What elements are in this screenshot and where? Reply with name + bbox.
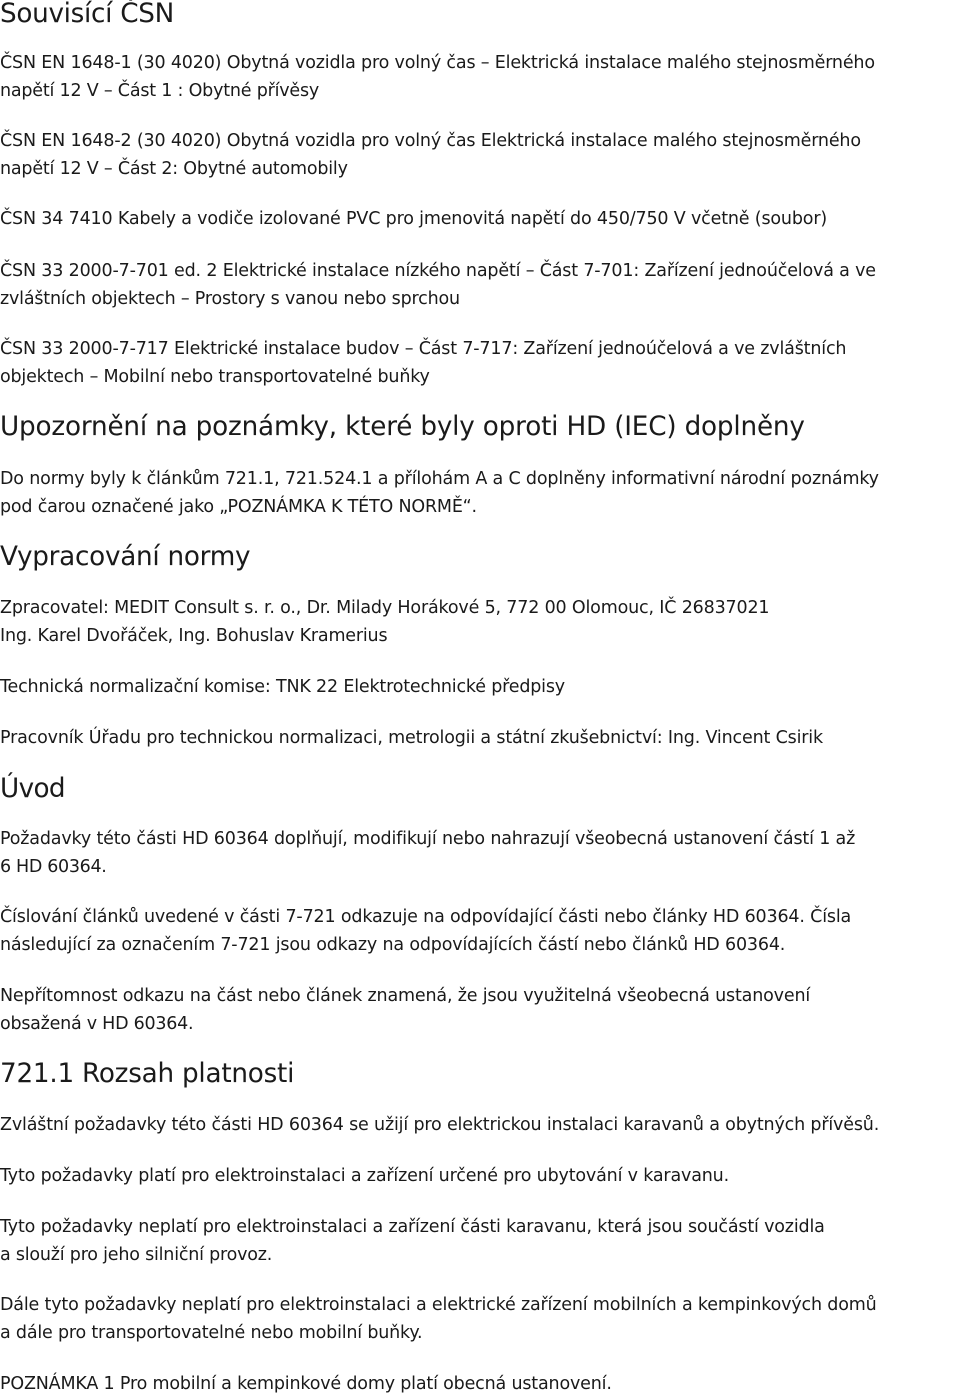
scope-heading: 721.1 Rozsah platnosti <box>0 1059 295 1089</box>
related-standard-item: ČSN 33 2000-7-717 Elektrické instalace budov – Část 7-717: Zařízení jednoúčelová a ve zvláštních objektech – Mobilní nebo transportovatelné buňky <box>0 339 847 387</box>
related-standard-item: ČSN 33 2000-7-701 ed. 2 Elektrické instalace nízkého napětí – Část 7-701: Zařízení jednoúčelová a ve zvláštních objektech – Prostory s vanou nebo sprchou <box>0 261 876 309</box>
related-standard-item: ČSN EN 1648-2 (30 4020) Obytná vozidla pro volný čas Elektrická instalace malého stejnosměrného napětí 12 V – Část 2: Obytné automobily <box>0 131 861 179</box>
introduction-paragraph: Číslování článků uvedené v části 7-721 odkazuje na odpovídající části nebo články HD 60364. Čísla následující za označením 7-721 jsou odkazy na odpovídajících částí nebo článků HD 60364. <box>0 907 852 955</box>
introduction-paragraph: Nepřítomnost odkazu na část nebo článek znamená, že jsou využitelná všeobecná ustanovení obsažená v HD 60364. <box>0 986 811 1034</box>
preparation-office: Pracovník Úřadu pro technickou normalizaci, metrologii a státní zkušebnictví: Ing. Vincent Csirik <box>0 728 823 748</box>
scope-paragraph: Tyto požadavky platí pro elektroinstalaci a zařízení určené pro ubytování v karavanu. <box>0 1166 729 1186</box>
preparation-author: Zpracovatel: MEDIT Consult s. r. o., Dr. Milady Horákové 5, 772 00 Olomouc, IČ 26837021 Ing. Karel Dvořáček, Ing. Bohuslav Kramerius <box>0 598 770 646</box>
related-standard-item: ČSN 34 7410 Kabely a vodiče izolované PVC pro jmenovitá napětí do 450/750 V včetně (soubor) <box>0 209 827 229</box>
scope-paragraph: Tyto požadavky neplatí pro elektroinstalaci a zařízení části karavanu, která jsou součástí vozidla a slouží pro jeho silniční provoz. <box>0 1217 825 1265</box>
preparation-heading: Vypracování normy <box>0 542 251 572</box>
notes-heading: Upozornění na poznámky, které byly oproti HD (IEC) doplněny <box>0 412 805 442</box>
scope-note: POZNÁMKA 1 Pro mobilní a kempinkové domy platí obecná ustanovení. <box>0 1374 612 1394</box>
notes-text: Do normy byly k článkům 721.1, 721.524.1 a přílohám A a C doplněny informativní národní poznámky pod čarou označené jako „POZNÁMKA K TÉTO NORMĚ“. <box>0 469 879 517</box>
preparation-committee: Technická normalizační komise: TNK 22 Elektrotechnické předpisy <box>0 677 565 697</box>
related-standard-item: ČSN EN 1648-1 (30 4020) Obytná vozidla pro volný čas – Elektrická instalace malého stejnosměrného napětí 12 V – Část 1 : Obytné přívěsy <box>0 53 875 101</box>
scope-paragraph: Zvláštní požadavky této části HD 60364 se užijí pro elektrickou instalaci karavanů a obytných přívěsů. <box>0 1115 880 1135</box>
introduction-heading: Úvod <box>0 774 65 804</box>
introduction-paragraph: Požadavky této části HD 60364 doplňují, modifikují nebo nahrazují všeobecná ustanovení částí 1 až 6 HD 60364. <box>0 829 856 877</box>
scope-paragraph: Dále tyto požadavky neplatí pro elektroinstalaci a elektrické zařízení mobilních a kempinkových domů a dále pro transportovatelné nebo mobilní buňky. <box>0 1295 877 1343</box>
related-standards-heading: Souvisící ČSN <box>0 0 174 29</box>
